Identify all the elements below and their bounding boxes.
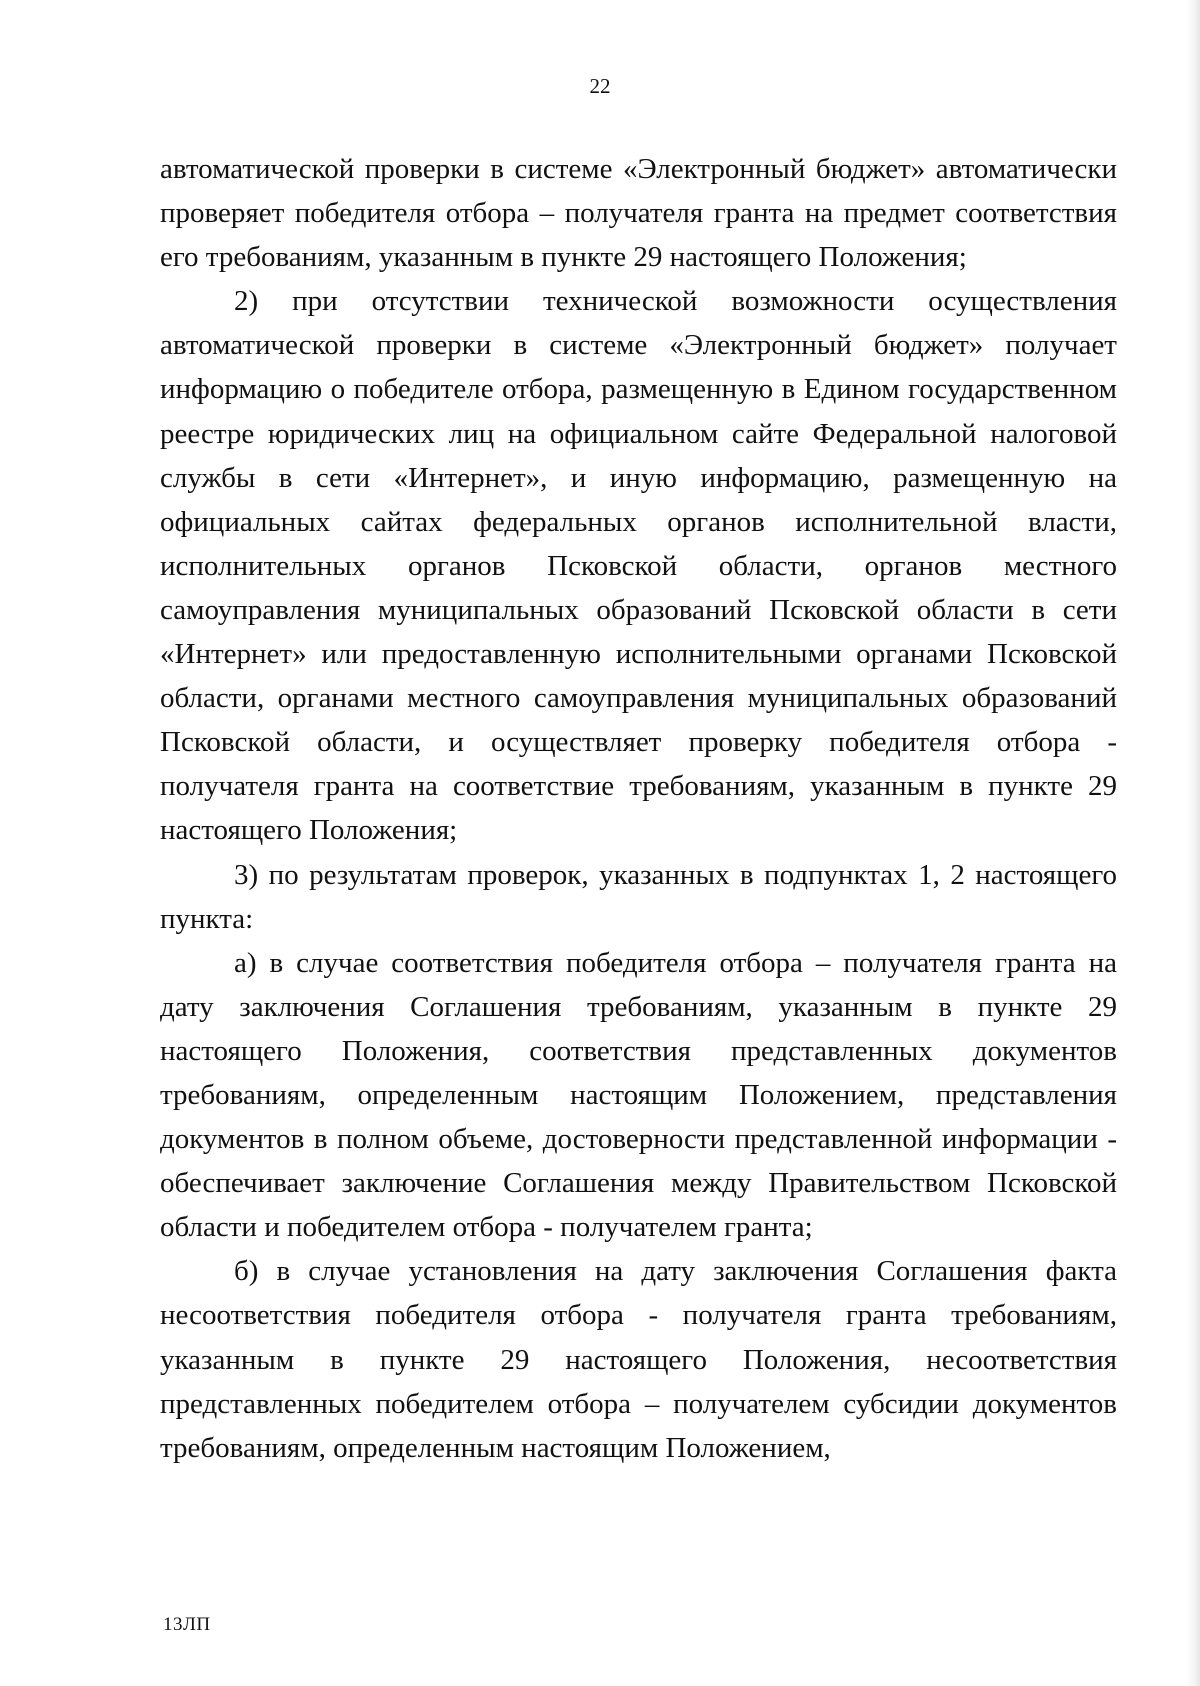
scan-edge-shadow <box>1186 0 1200 1686</box>
paragraph-item-3: 3) по результатам проверок, указанных в подпунктах 1, 2 настоящего пункта: <box>160 858 1117 935</box>
page-number: 22 <box>589 74 611 98</box>
document-body <box>160 147 1117 1470</box>
paragraph-item-2: 2) при отсутствии технической возможности осуществления автоматической проверки в системе «Электронный бюджет» получает информацию о победителе отбора, размещенную в Едином государственном реестре юридических лиц на официальном сайте Федеральной налоговой службы в сети «Интернет», и иную информацию, размещенную на официальных сайтах федеральных органов исполнительной власти, исполнительных органов Псковской области, органов местного самоуправления муниципальных образований Псковской области в сети «Интернет» или предоставленную исполнительными органами Псковской области, органами местного самоуправления муниципальных образований Псковской области, и осуществляет проверку победителя отбора - получателя гранта на соответствие требованиям, указанным в пункте 29 настоящего Положения; <box>160 285 1117 847</box>
paragraph-continuation: автоматической проверки в системе «Электронный бюджет» автоматически проверяет победителя отбора – получателя гранта на предмет соответствия его требованиям, указанным в пункте 29 настоящего Положения; <box>160 153 1117 274</box>
paragraph-subitem-a: а) в случае соответствия победителя отбора – получателя гранта на дату заключения Соглашения требованиям, указанным в пункте 29 настоящего Положения, соответствия представленных документов требованиям, определенным настоящим Положением, представления документов в полном объеме, достоверности представленной информации - обеспечивает заключение Соглашения между Правительством Псковской области и победителем отбора - получателем гранта; <box>160 946 1117 1244</box>
paragraph-subitem-b: б) в случае установления на дату заключения Соглашения факта несоответствия победителя отбора - получателя гранта требованиям, указанным в пункте 29 настоящего Положения, несоответствия представленных победителем отбора – получателем субсидии документов требованиям, определенным настоящим Положением, <box>160 1255 1117 1464</box>
footer-document-code: 13ЛП <box>163 1614 211 1635</box>
